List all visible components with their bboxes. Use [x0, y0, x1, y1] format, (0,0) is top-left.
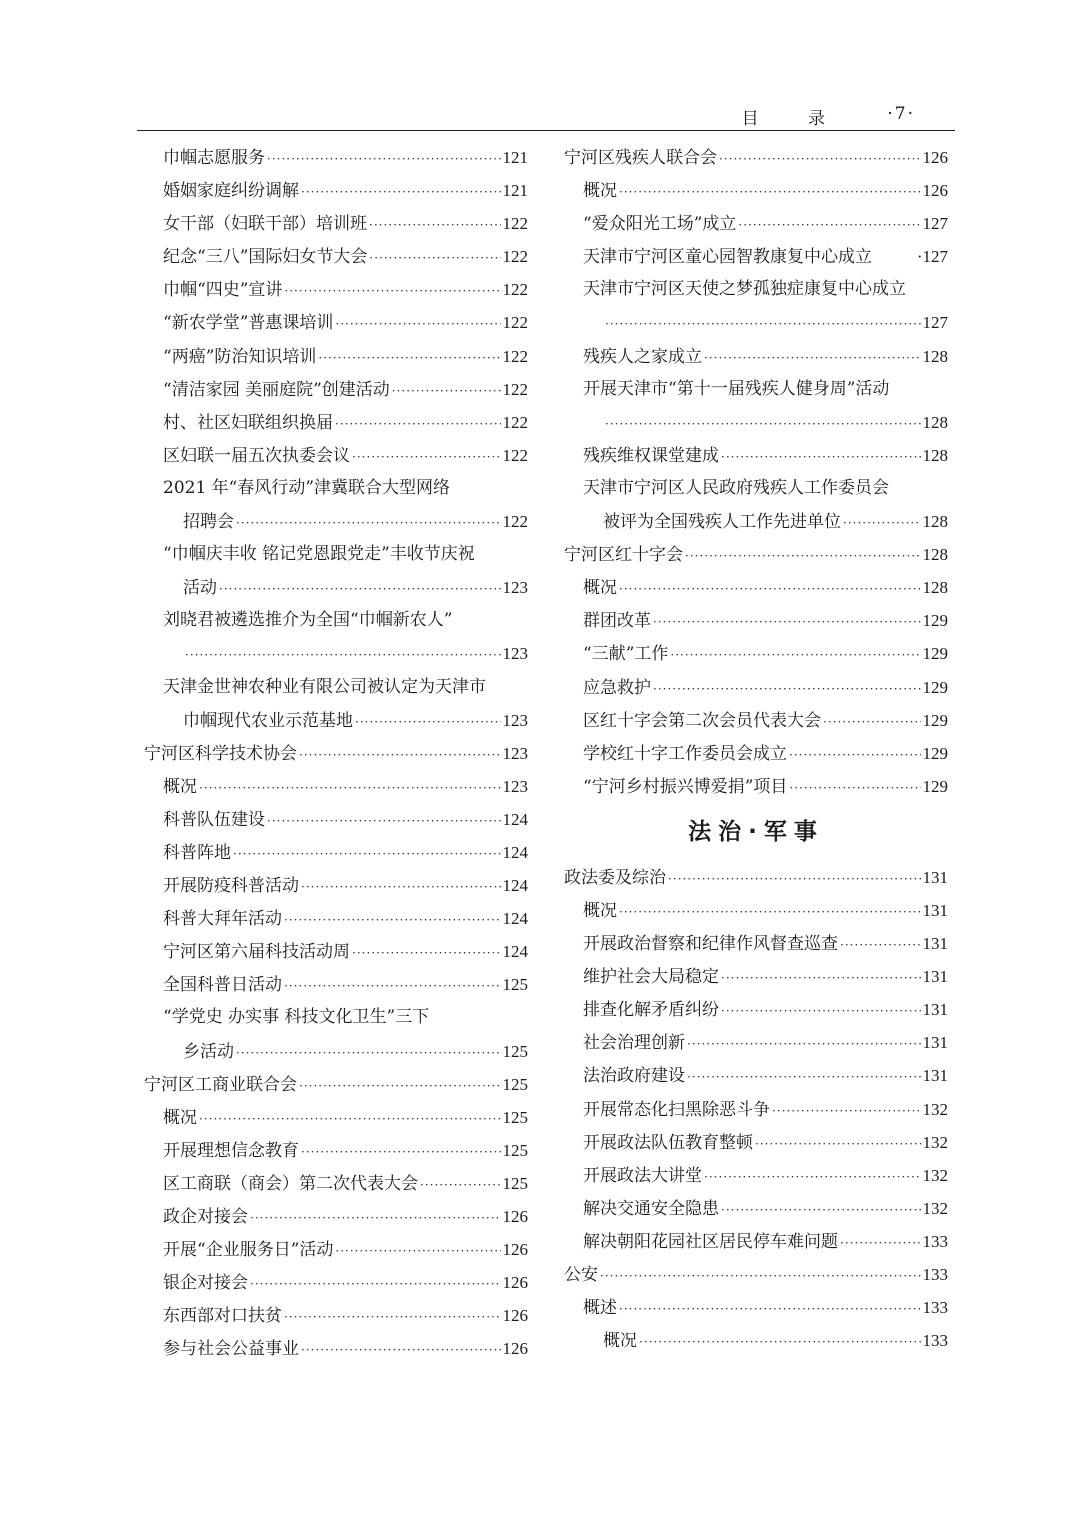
dot-leader [352, 937, 501, 968]
toc-entry-title: 科普大拜年活动 [163, 909, 282, 930]
toc-entry [144, 174, 528, 207]
dot-leader [219, 573, 501, 604]
toc-entry-page: 129 [922, 644, 948, 664]
toc-entry-title: 开展政法队伍教育整顿 [583, 1132, 753, 1153]
toc-entry-title: 概况 [583, 578, 617, 599]
dot-leader [301, 1136, 501, 1167]
toc-entry-page: 126 [502, 1240, 528, 1260]
toc-entry-title: 群团改革 [583, 611, 651, 632]
toc-entry-title: 招聘会 [183, 512, 234, 533]
toc-entry-title: 宁河区第六届科技活动周 [163, 942, 350, 963]
toc-entry-title: 村、社区妇联组织换届 [163, 412, 333, 433]
toc-entry [564, 472, 948, 505]
dot-leader [299, 739, 501, 770]
toc-entry-title: 解决交通安全隐患 [583, 1198, 719, 1219]
toc-entry-title: 残疾人之家成立 [583, 346, 702, 367]
toc-entry-page: 133 [922, 1298, 948, 1318]
toc-entry [144, 571, 528, 604]
dot-leader [755, 1128, 921, 1159]
toc-entry-page: 124 [502, 842, 528, 862]
dot-leader [233, 838, 501, 869]
toc-entry [144, 1332, 528, 1365]
toc-entry-page: 126 [502, 1306, 528, 1326]
toc-entry-page: 122 [502, 313, 528, 333]
dot-leader [600, 1260, 921, 1291]
toc-entry-title: 区红十字会第二次会员代表大会 [583, 710, 821, 731]
toc-entry [564, 1026, 948, 1059]
toc-entry-title: 巾帼“四史”宣讲 [163, 280, 283, 301]
dot-leader [605, 408, 921, 439]
toc-entry-title: 区工商联（商会）第二次代表大会 [163, 1173, 418, 1194]
dot-leader [284, 275, 500, 306]
toc-entry [144, 1200, 528, 1233]
toc-entry-page: 128 [922, 545, 948, 565]
toc-entry [564, 1258, 948, 1291]
toc-entry-title: “学党史 办实事 科技文化卫生”三下 [163, 1007, 430, 1028]
toc-entry-page: 123 [502, 743, 528, 763]
toc-entry [564, 1059, 948, 1092]
toc-entry [144, 1001, 528, 1034]
toc-entry-title: 概况 [163, 1107, 197, 1128]
dot-leader [843, 507, 921, 538]
toc-entry-page: 131 [922, 1033, 948, 1053]
toc-entry-page: 125 [502, 1074, 528, 1094]
toc-entry [564, 737, 948, 770]
toc-entry [144, 1101, 528, 1134]
toc-entry [564, 1192, 948, 1225]
toc-entry-title: 天津金世神农种业有限公司被认定为天津市 [163, 676, 486, 697]
dot-leader [704, 1161, 921, 1192]
toc-entry [564, 1159, 948, 1192]
dot-leader [335, 308, 500, 339]
toc-entry-title: 银企对接会 [163, 1273, 248, 1294]
page-header [137, 102, 955, 131]
toc-entry [564, 960, 948, 993]
toc-entry [564, 240, 948, 273]
toc-entry-title: 开展常态化扫黑除恶斗争 [583, 1099, 770, 1120]
toc-entry [144, 836, 528, 869]
dot-leader [721, 995, 921, 1026]
toc-entry-page: 132 [922, 1198, 948, 1218]
toc-entry-title: 开展“企业服务日”活动 [163, 1240, 334, 1261]
toc-entry-title: 应急救护 [583, 677, 651, 698]
dot-leader [719, 143, 921, 174]
dot-leader [185, 639, 501, 670]
toc-entry-page: 126 [502, 1207, 528, 1226]
toc-entry-page: 121 [502, 181, 528, 201]
toc-entry-title: 概况 [583, 181, 617, 202]
dot-leader [789, 739, 921, 770]
toc-entry-title: 乡活动 [183, 1041, 234, 1062]
toc-entry-title: 参与社会公益事业 [163, 1339, 299, 1360]
toc-entry-title: 概述 [583, 1298, 617, 1319]
dot-leader [301, 176, 501, 207]
toc-entry-page: 128 [922, 412, 948, 432]
toc-entry-title: 区妇联一届五次执委会议 [163, 445, 350, 466]
toc-entry-title: “三献”工作 [583, 644, 669, 665]
toc-entry-page: 131 [922, 1000, 948, 1020]
dot-leader [299, 1070, 501, 1101]
toc-entry-page: 122 [502, 214, 528, 234]
toc-entry [144, 340, 528, 373]
toc-entry-title: 宁河区残疾人联合会 [564, 148, 717, 168]
dot-leader [685, 540, 921, 571]
toc-entry-title: 公安 [564, 1265, 598, 1285]
dot-leader [301, 871, 501, 902]
toc-entry-page: 125 [502, 1173, 528, 1193]
toc-entry-title: 开展理想信念教育 [163, 1140, 299, 1161]
toc-entry [144, 604, 528, 637]
toc-entry [564, 207, 948, 240]
toc-entry [564, 1093, 948, 1126]
dot-leader [840, 929, 921, 960]
toc-entry-page: 129 [922, 611, 948, 631]
toc-entry-page: 122 [502, 445, 528, 465]
toc-entry-page: 122 [502, 379, 528, 399]
toc-entry [564, 1324, 948, 1357]
toc-entry [144, 869, 528, 902]
toc-entry-title: 解决朝阳花园社区居民停车难问题 [583, 1231, 838, 1252]
toc-entry [564, 141, 948, 174]
dot-leader [653, 606, 921, 637]
toc-entry-page: 122 [502, 247, 528, 267]
dot-leader [352, 441, 501, 472]
toc-entry [564, 439, 948, 472]
toc-entry-title: 纪念“三八”国际妇女节大会 [163, 247, 368, 268]
toc-entry [564, 1291, 948, 1324]
toc-entry-page: 131 [922, 1066, 948, 1086]
toc-entry-page: 131 [922, 867, 948, 887]
toc-group-disabled-redcross [564, 141, 948, 803]
dot-leader [789, 772, 920, 803]
dot-leader [721, 1194, 921, 1225]
toc-entry-title: 科普队伍建设 [163, 809, 265, 830]
toc-entry [144, 472, 528, 505]
toc-entry-page: 125 [502, 1140, 528, 1160]
toc-entry-title: 刘晓君被遴选推介为全国“巾帼新农人” [163, 610, 453, 631]
toc-entry-page: 125 [502, 975, 528, 995]
dot-leader [687, 1028, 921, 1059]
dot-leader [772, 1095, 921, 1126]
toc-entry [144, 373, 528, 406]
dot-leader [318, 342, 500, 373]
dot-leader [738, 209, 920, 240]
toc-entry [564, 927, 948, 960]
toc-entry-page: 122 [502, 280, 528, 300]
toc-entry-page: 128 [922, 346, 948, 366]
toc-entry-title: “两癌”防治知识培训 [163, 346, 317, 367]
toc-entry-page: 124 [502, 909, 528, 929]
dot-leader [619, 896, 921, 927]
toc-entry [564, 373, 948, 406]
dot-leader [199, 1103, 501, 1134]
dot-leader [301, 1334, 501, 1365]
dot-leader [619, 573, 921, 604]
toc-entry [564, 770, 948, 803]
toc-entry-title: 概况 [163, 776, 197, 797]
toc-entry-page: 133 [922, 1265, 948, 1284]
toc-entry-page: 123 [502, 644, 528, 664]
toc-entry-page: 124 [502, 809, 528, 829]
toc-entry-page: 122 [502, 346, 528, 366]
toc-entry-title: 天津市宁河区童心园智教康复中心成立 [583, 247, 872, 268]
toc-entry [144, 406, 528, 439]
toc-entry-page: 129 [922, 677, 948, 697]
toc-entry [144, 439, 528, 472]
dot-leader [420, 1169, 501, 1200]
toc-entry-title: 宁河区红十字会 [564, 545, 683, 566]
toc-entry [144, 704, 528, 737]
toc-entry [144, 737, 528, 770]
toc-entry-page: 122 [502, 512, 528, 532]
dot-leader [355, 706, 501, 737]
toc-entry [564, 637, 948, 670]
toc-entry [144, 1134, 528, 1167]
toc-entry-page: 131 [922, 967, 948, 987]
toc-entry-title: 排查化解矛盾纠纷 [583, 1000, 719, 1021]
dot-leader [335, 408, 501, 439]
dot-leader [704, 342, 921, 373]
dot-leader [335, 1235, 500, 1266]
toc-entry [564, 571, 948, 604]
toc-entry [564, 894, 948, 927]
toc-entry-title: 女干部（妇联干部）培训班 [163, 214, 367, 235]
toc-entry-title: 宁河区科学技术协会 [144, 743, 297, 764]
dot-leader [619, 1293, 921, 1324]
dot-leader [670, 639, 920, 670]
toc-entry-title: 宁河区工商业联合会 [144, 1074, 297, 1095]
toc-entry-title: “爱众阳光工场”成立 [583, 214, 737, 235]
dot-leader [284, 970, 501, 1001]
toc-entry-page: 124 [502, 876, 528, 896]
toc-entry-page: 126 [502, 1273, 528, 1293]
toc-entry-title: 政法委及综治 [564, 867, 666, 888]
toc-entry [564, 704, 948, 737]
toc-entry-title: 社会治理创新 [583, 1033, 685, 1054]
toc-entry-title: 活动 [183, 578, 217, 599]
toc-entry-title: 婚姻家庭纠纷调解 [163, 181, 299, 202]
dot-leader [653, 673, 921, 704]
dot-leader [267, 143, 501, 174]
toc-entry [564, 604, 948, 637]
toc-entry [564, 861, 948, 894]
toc-entry [564, 174, 948, 207]
toc-entry-title: 巾帼现代农业示范基地 [183, 710, 353, 731]
toc-entry-title: 天津市宁河区天使之梦孤独症康复中心成立 [583, 279, 906, 300]
toc-entry-title: 学校红十字工作委员会成立 [583, 743, 787, 764]
toc-entry-page: 121 [502, 148, 528, 167]
dot-leader [721, 962, 921, 993]
toc-entry-page: 126 [922, 148, 948, 167]
dot-leader [840, 1227, 921, 1258]
toc-entry [564, 406, 948, 439]
toc-entry [144, 671, 528, 704]
toc-entry [564, 273, 948, 306]
section-title: 法治·军事 [688, 818, 824, 845]
toc-entry [144, 273, 528, 306]
dot-leader [250, 1268, 501, 1299]
toc-entry-title: 巾帼志愿服务 [163, 148, 265, 168]
toc-entry-page: 131 [922, 900, 948, 920]
toc-entry-title: 天津市宁河区人民政府残疾人工作委员会 [583, 477, 889, 498]
toc-entry [144, 902, 528, 935]
header-title: 目 录 [741, 109, 847, 129]
toc-entry [144, 538, 528, 571]
toc-entry-title: 科普阵地 [163, 842, 231, 863]
toc-entry-page: 123 [502, 776, 528, 796]
dot-leader [236, 507, 501, 538]
toc-entry-page: 133 [922, 1331, 948, 1351]
toc-entry [144, 1167, 528, 1200]
toc-entry-title: 概况 [583, 900, 617, 921]
dot-leader [284, 1301, 501, 1332]
toc-entry-page: 123 [502, 710, 528, 730]
toc-group-law-military [564, 861, 948, 1357]
toc-entry-page: 129 [922, 743, 948, 763]
toc-entry [564, 1126, 948, 1159]
toc-entry-title: 维护社会大局稳定 [583, 967, 719, 988]
toc-entry [144, 770, 528, 803]
toc-entry [564, 671, 948, 704]
dot-leader [668, 863, 921, 894]
toc-entry-title: “新农学堂”普惠课培训 [163, 313, 334, 334]
toc-entry-title: 开展天津市“第十一届残疾人健身周”活动 [583, 378, 890, 399]
toc-entry-page: 126 [502, 1339, 528, 1359]
toc-entry-page: 129 [922, 710, 948, 730]
toc-entry [144, 240, 528, 273]
toc-entry-page: 124 [502, 942, 528, 962]
toc-entry [144, 306, 528, 339]
toc-entry-page: 132 [922, 1132, 948, 1152]
dot-leader [369, 209, 501, 240]
toc-entry [144, 1233, 528, 1266]
dot-leader [721, 441, 921, 472]
toc-entry-title: “清洁家园 美丽庭院”创建活动 [163, 379, 390, 400]
toc-entry-page: 127 [922, 214, 948, 234]
toc-entry-title: “宁河乡村振兴博爱捐”项目 [583, 776, 788, 797]
dot-leader [605, 308, 921, 339]
toc-entry [144, 505, 528, 538]
toc-entry-page: 122 [502, 412, 528, 432]
toc-entry-title: 开展政治督察和纪律作风督查巡查 [583, 934, 838, 955]
toc-entry-page: 123 [502, 578, 528, 598]
dot-leader [284, 904, 501, 935]
toc-entry-page: 125 [502, 1107, 528, 1127]
toc-entry-title: “巾帼庆丰收 铭记党恩跟党走”丰收节庆祝 [163, 544, 475, 565]
dot-leader [250, 1202, 501, 1233]
toc-entry-page: 128 [922, 512, 948, 532]
toc-entry-title: 东西部对口扶贫 [163, 1306, 282, 1327]
toc-entry-title: 开展防疫科普活动 [163, 876, 299, 897]
toc-entry-page: ·127 [916, 247, 948, 267]
dot-leader [392, 375, 501, 406]
toc-entry-page: 127 [922, 313, 948, 333]
toc-entry-title: 概况 [603, 1331, 637, 1352]
dot-leader [369, 242, 500, 273]
toc-entry-page: 131 [922, 934, 948, 954]
toc-entry-page: 133 [922, 1231, 948, 1251]
dot-leader [687, 1061, 921, 1092]
toc-entry [144, 1266, 528, 1299]
dot-leader [236, 1037, 501, 1068]
toc-entry [564, 505, 948, 538]
toc-entry-page: 126 [922, 181, 948, 201]
toc-entry [144, 935, 528, 968]
toc-entry-title: 开展政法大讲堂 [583, 1165, 702, 1186]
toc-entry [564, 340, 948, 373]
toc-entry [144, 637, 528, 670]
dot-leader [619, 176, 921, 207]
toc-entry-title: 全国科普日活动 [163, 975, 282, 996]
toc-entry-page: 132 [922, 1165, 948, 1185]
toc-entry-page: 125 [502, 1041, 528, 1061]
dot-leader [823, 706, 921, 737]
toc-entry [564, 306, 948, 339]
dot-leader [199, 772, 501, 803]
toc-entry [144, 141, 528, 174]
toc-entry-title: 残疾维权课堂建成 [583, 445, 719, 466]
toc-entry [144, 207, 528, 240]
toc-entry [564, 993, 948, 1026]
page-number: ·7· [887, 104, 915, 124]
dot-leader [639, 1326, 921, 1357]
dot-leader [267, 805, 501, 836]
toc-entry [564, 538, 948, 571]
toc-entry [144, 968, 528, 1001]
toc-entry-title: 被评为全国残疾人工作先进单位 [603, 512, 841, 533]
toc-entry [144, 1035, 528, 1068]
toc-entry-page: 128 [922, 445, 948, 465]
toc-entry-title: 2021 年“春风行动”津冀联合大型网络 [163, 477, 451, 498]
toc-column-left [144, 141, 528, 1365]
toc-entry-page: 129 [922, 776, 948, 796]
toc-entry [564, 1225, 948, 1258]
toc-entry-page: 128 [922, 578, 948, 598]
toc-entry-page: 132 [922, 1099, 948, 1119]
toc-entry [144, 1299, 528, 1332]
toc-entry-title: 法治政府建设 [583, 1066, 685, 1087]
toc-column-right [564, 141, 948, 1357]
toc-entry [144, 1068, 528, 1101]
toc-entry [144, 803, 528, 836]
toc-entry-title: 政企对接会 [163, 1207, 248, 1227]
